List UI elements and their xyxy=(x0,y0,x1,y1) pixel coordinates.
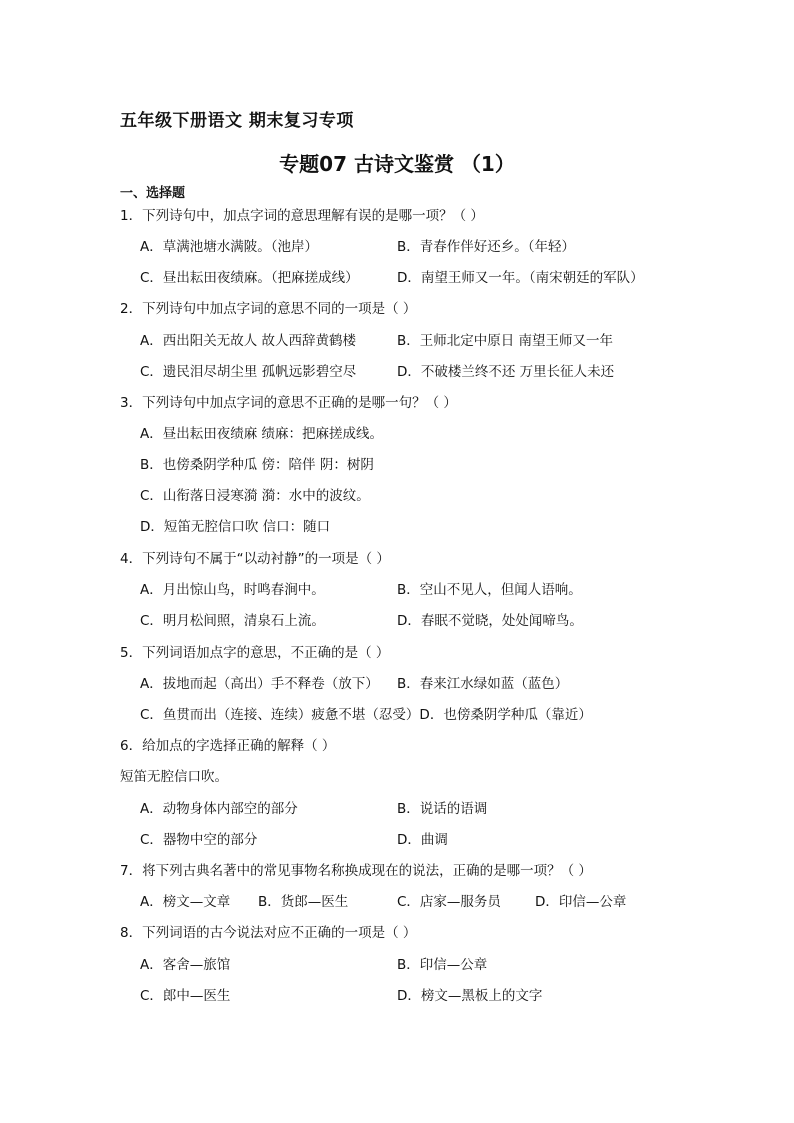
option-b: B．春来江水绿如蓝（蓝色） xyxy=(397,676,569,692)
option-b: B．印信—公章 xyxy=(397,957,488,973)
option-b: B．青春作伴好还乡。（年轻） xyxy=(397,239,576,255)
question-stem: 5．下列词语加点字的意思，不正确的是（ ） xyxy=(120,645,390,661)
option-a: A．月出惊山鸟，时鸣春涧中。 xyxy=(140,582,325,598)
option-d: D．印信—公章 xyxy=(535,894,627,910)
question-stem: 8．下列词语的古今说法对应不正确的一项是（ ） xyxy=(120,925,417,941)
option-c: C．遗民泪尽胡尘里 孤帆远影碧空尽 xyxy=(140,364,357,380)
section-heading: 一、选择题 xyxy=(120,186,186,201)
option-b: B．说话的语调 xyxy=(397,801,488,817)
option-b: B．王师北定中原日 南望王师又一年 xyxy=(397,333,614,349)
option-d: D．榜文—黑板上的文字 xyxy=(397,988,543,1004)
option-d: D．曲调 xyxy=(397,832,448,848)
option-d: D．春眠不觉晓，处处闻啼鸟。 xyxy=(397,613,583,629)
question-stem: 4．下列诗句不属于“以动衬静”的一项是（ ） xyxy=(120,551,390,567)
question-stem: 2．下列诗句中加点字词的意思不同的一项是（ ） xyxy=(120,301,417,317)
option-d: D．不破楼兰终不还 万里长征人未还 xyxy=(397,364,615,380)
question-stem: 7．将下列古典名著中的常见事物名称换成现在的说法，正确的是哪一项？（ ） xyxy=(120,863,592,879)
option-c: C．器物中空的部分 xyxy=(140,832,258,848)
option-a: A．动物身体内部空的部分 xyxy=(140,801,298,817)
option-c: C．山衔落日浸寒漪 漪：水中的波纹。 xyxy=(140,488,370,504)
option-c: C．郎中—医生 xyxy=(140,988,231,1004)
page-title: 专题07 古诗文鉴赏 （1） xyxy=(279,152,515,176)
option-a: A．榜文—文章 xyxy=(140,894,231,910)
question-stem: 3．下列诗句中加点字词的意思不正确的是哪一句？（ ） xyxy=(120,395,457,411)
option-c: C．店家—服务员 xyxy=(397,894,501,910)
option-d: D．短笛无腔信口吹 信口：随口 xyxy=(140,519,331,535)
option-a: A．西出阳关无故人 故人西辞黄鹤楼 xyxy=(140,333,357,349)
question-stem: 1．下列诗句中，加点字词的意思理解有误的是哪一项？（ ） xyxy=(120,208,484,224)
option-b: B．货郎—医生 xyxy=(258,894,349,910)
option-a: A．拔地而起（高出）手不释卷（放下） xyxy=(140,676,379,692)
option-a: A．昼出耘田夜绩麻 绩麻：把麻搓成线。 xyxy=(140,426,384,442)
page-header: 五年级下册语文 期末复习专项 xyxy=(120,111,354,131)
option-b: B．也傍桑阴学种瓜 傍：陪伴 阴：树阴 xyxy=(140,457,374,473)
option-c: C．明月松间照，清泉石上流。 xyxy=(140,613,325,629)
question-passage: 短笛无腔信口吹。 xyxy=(120,769,228,785)
option-c: C．昼出耘田夜绩麻。（把麻搓成线） xyxy=(140,270,359,286)
option-a: A．客舍—旅馆 xyxy=(140,957,231,973)
option-c-d: C．鱼贯而出（连接、连续）疲惫不堪（忍受）D．也傍桑阴学种瓜（靠近） xyxy=(140,707,592,723)
option-a: A．草满池塘水满陂。（池岸） xyxy=(140,239,318,255)
option-d: D．南望王师又一年。（南宋朝廷的军队） xyxy=(397,270,644,286)
question-stem: 6．给加点的字选择正确的解释（ ） xyxy=(120,738,336,754)
option-b: B．空山不见人，但闻人语响。 xyxy=(397,582,582,598)
